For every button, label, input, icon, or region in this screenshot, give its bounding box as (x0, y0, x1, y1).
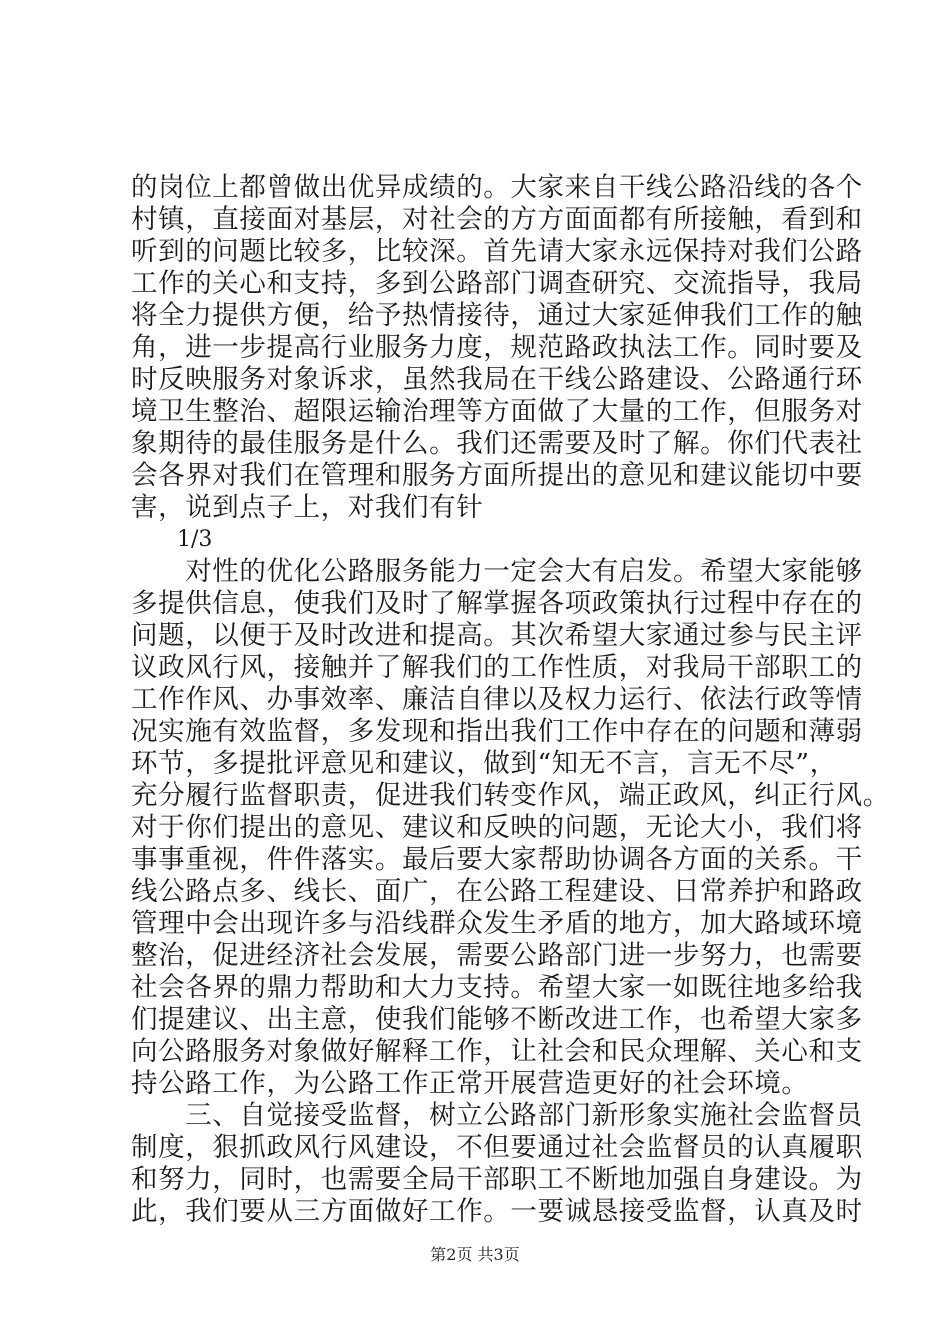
text-line: 持公路工作，为公路工作正常开展营造更好的社会环境。 (131, 1068, 809, 1099)
paragraph-3 (131, 1100, 863, 1228)
text-line: 和努力，同时，也需要全局干部职工不断地加强自身建设。为 (131, 1164, 863, 1195)
text-line: 将全力提供方便，给予热情接待，通过大家延伸我们工作的触 (131, 300, 863, 331)
text-line: 会各界对我们在管理和服务方面所提出的意见和建议能切中要 (131, 460, 863, 491)
text-line: 工作的关心和支持，多到公路部门调查研究、交流指导，我局 (131, 268, 863, 299)
text-line: 听到的问题比较多，比较深。首先请大家永远保持对我们公路 (131, 236, 863, 267)
text-line: 社会各界的鼎力帮助和大力支持。希望大家一如既往地多给我 (131, 972, 863, 1003)
text-line: 制度，狠抓政风行风建设，不但要通过社会监督员的认真履职 (131, 1132, 863, 1163)
text-line: 工作作风、办事效率、廉洁自律以及权力运行、依法行政等情 (131, 684, 863, 715)
paragraph-1 (131, 172, 863, 524)
text-line: 线公路点多、线长、面广，在公路工程建设、日常养护和路政 (131, 876, 863, 907)
text-line: 况实施有效监督，多发现和指出我们工作中存在的问题和薄弱 (131, 716, 863, 747)
text-line: 时反映服务对象诉求，虽然我局在干线公路建设、公路通行环 (131, 364, 863, 395)
text-line: 害，说到点子上，对我们有针 (131, 492, 484, 523)
text-line: 问题，以便于及时改进和提高。其次希望大家通过参与民主评 (131, 620, 863, 651)
text-line: 充分履行监督职责，促进我们转变作风，端正政风，纠正行风。 (131, 780, 890, 811)
paragraph-2 (131, 556, 890, 1100)
body-text (131, 172, 890, 1228)
page-footer: 第2页 共3页 (430, 1245, 520, 1264)
text-line: 境卫生整治、超限运输治理等方面做了大量的工作，但服务对 (131, 396, 863, 427)
text-line: 象期待的最佳服务是什么。我们还需要及时了解。你们代表社 (131, 428, 863, 459)
text-line: 多提供信息，使我们及时了解掌握各项政策执行过程中存在的 (131, 588, 863, 619)
text-line: 整治，促进经济社会发展，需要公路部门进一步努力，也需要 (131, 940, 863, 971)
text-line: 的岗位上都曾做出优异成绩的。大家来自干线公路沿线的各个 (131, 172, 863, 203)
text-line: 议政风行风，接触并了解我们的工作性质，对我局干部职工的 (131, 652, 863, 683)
text-line: 们提建议、出主意，使我们能够不断改进工作，也希望大家多 (131, 1004, 863, 1035)
page-marker: 1/3 (177, 527, 213, 552)
text-line: 此，我们要从三方面做好工作。一要诚恳接受监督，认真及时 (131, 1196, 863, 1227)
text-line: 事事重视，件件落实。最后要大家帮助协调各方面的关系。干 (131, 844, 863, 875)
text-line: 向公路服务对象做好解释工作，让社会和民众理解、关心和支 (131, 1036, 863, 1067)
text-line: 三、自觉接受监督，树立公路部门新形象实施社会监督员 (131, 1100, 863, 1131)
text-line: 角，进一步提高行业服务力度，规范路政执法工作。同时要及 (131, 332, 863, 363)
text-line: 对性的优化公路服务能力一定会大有启发。希望大家能够 (131, 556, 863, 587)
text-line: 村镇，直接面对基层，对社会的方方面面都有所接触，看到和 (131, 204, 863, 235)
text-line: 管理中会出现许多与沿线群众发生矛盾的地方，加大路域环境 (131, 908, 863, 939)
text-line: 对于你们提出的意见、建议和反映的问题，无论大小，我们将 (131, 812, 863, 843)
text-line: 环节，多提批评意见和建议，做到“知无不言，言无不尽”， (131, 748, 837, 779)
